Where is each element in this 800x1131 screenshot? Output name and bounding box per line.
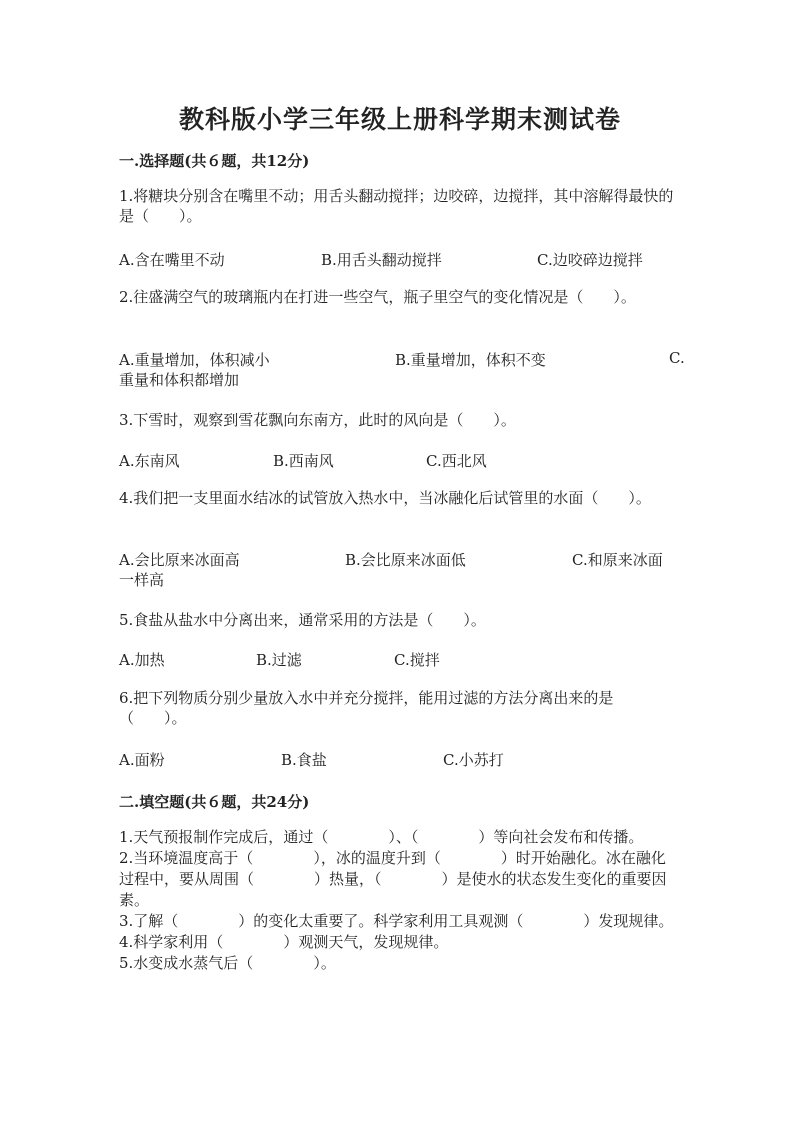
fill-in-questions xyxy=(119,827,675,974)
options-4-wrap xyxy=(119,569,685,591)
option-a[interactable]: A.面粉 xyxy=(119,751,165,769)
question-3: 3.下雪时，观察到雪花飘向东南方，此时的风向是（ ）。 xyxy=(119,411,516,429)
option-c[interactable]: C. xyxy=(669,349,685,367)
fill-question-4: 4.科学家利用（ ）观测天气，发现规律。 xyxy=(119,933,449,951)
question-5: 5.食盐从盐水中分离出来，通常采用的方法是（ ）。 xyxy=(119,611,486,629)
options-6 xyxy=(119,749,685,771)
option-a[interactable]: A.含在嘴里不动 xyxy=(119,251,225,269)
section-heading-choice: 一.选择题(共６题，共12分) xyxy=(119,152,310,170)
option-b[interactable]: B.会比原来冰面低 xyxy=(345,551,466,569)
option-a[interactable]: A.会比原来冰面高 xyxy=(119,551,240,569)
fill-question-5: 5.水变成水蒸气后（ ）。 xyxy=(119,954,336,972)
fill-question-3: 3.了解（ ）的变化太重要了。科学家利用工具观测（ ）发现规律。 xyxy=(119,912,674,930)
section-heading-fill: 二.填空题(共６题，共24分) xyxy=(119,793,310,811)
option-b[interactable]: B.西南风 xyxy=(273,452,334,470)
option-c[interactable]: C.西北风 xyxy=(426,452,487,470)
options-3 xyxy=(119,450,685,472)
option-c-text[interactable]: 一样高 xyxy=(119,571,165,589)
options-1 xyxy=(119,249,685,271)
fill-question-1: 1.天气预报制作完成后，通过（ ）、（ ）等向社会发布和传播。 xyxy=(119,828,644,846)
option-c[interactable]: C.和原来冰面 xyxy=(572,551,663,569)
option-b[interactable]: B.重量增加，体积不变 xyxy=(395,351,546,369)
option-c[interactable]: C.边咬碎边搅拌 xyxy=(537,251,643,269)
option-a[interactable]: A.重量增加，体积减小 xyxy=(119,351,270,369)
question-2: 2.往盛满空气的玻璃瓶内在打进一些空气，瓶子里空气的变化情况是（ ）。 xyxy=(119,288,636,306)
option-a[interactable]: A.东南风 xyxy=(119,452,180,470)
option-c-text[interactable]: 重量和体积都增加 xyxy=(119,371,240,389)
option-b[interactable]: B.食盐 xyxy=(281,751,327,769)
option-b[interactable]: B.过滤 xyxy=(256,651,302,669)
option-b[interactable]: B.用舌头翻动搅拌 xyxy=(321,251,442,269)
options-2 xyxy=(119,349,685,371)
option-c[interactable]: C.小苏打 xyxy=(443,751,504,769)
question-1: 1.将糖块分别含在嘴里不动；用舌头翻动搅拌；边咬碎，边搅拌，其中溶解得最快的是（ ）。 xyxy=(119,187,674,225)
question-6: 6.把下列物质分别少量放入水中并充分搅拌，能用过滤的方法分离出来的是（ ）。 xyxy=(119,689,614,727)
options-4 xyxy=(119,549,685,571)
option-c[interactable]: C.搅拌 xyxy=(394,651,440,669)
options-2-wrap xyxy=(119,369,685,391)
question-4: 4.我们把一支里面水结冰的试管放入热水中，当冰融化后试管里的水面（ ）。 xyxy=(119,489,651,507)
fill-question-2: 2.当环境温度高于（ ），冰的温度升到（ ）时开始融化。冰在融化过程中，要从周围（ ）热量，（ ）是使水的状态发生变化的重要因素。 xyxy=(119,849,667,909)
page-title: 教科版小学三年级上册科学期末测试卷 xyxy=(178,105,621,134)
option-a[interactable]: A.加热 xyxy=(119,651,165,669)
options-5 xyxy=(119,649,685,671)
